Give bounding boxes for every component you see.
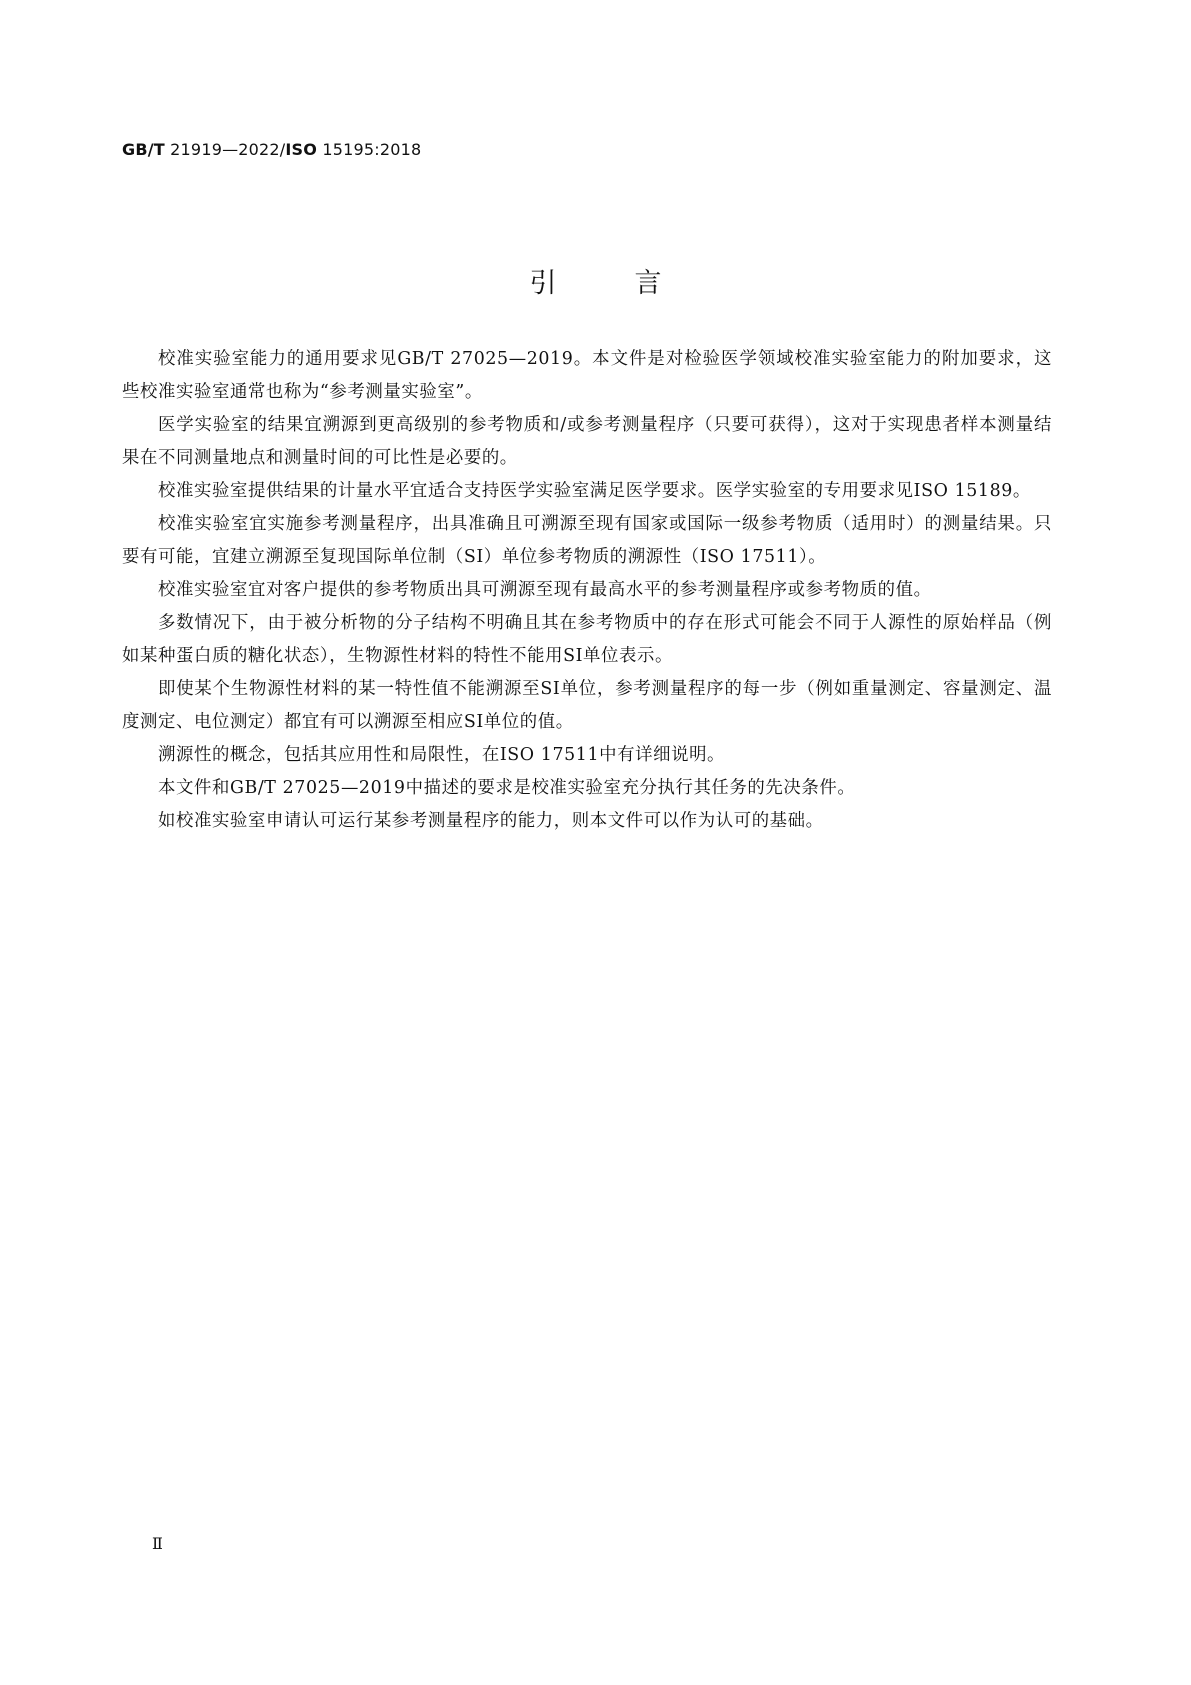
paragraph: 如校准实验室申请认可运行某参考测量程序的能力，则本文件可以作为认可的基础。	[158, 811, 824, 831]
standard-code-prefix: GB/T	[122, 140, 165, 159]
paragraph: 本文件和GB/T 27025—2019中描述的要求是校准实验室充分执行其任务的先决条件。	[158, 778, 856, 798]
paragraph: 溯源性的概念，包括其应用性和局限性，在ISO 17511中有详细说明。	[158, 745, 726, 765]
paragraph: 校准实验室宜对客户提供的参考物质出具可溯源至现有最高水平的参考测量程序或参考物质的值。	[158, 580, 932, 600]
paragraph: 医学实验室的结果宜溯源到更高级别的参考物质和/或参考测量程序（只要可获得），这对于实现患者样本测量结果在不同测量地点和测量时间的可比性是必要的。	[122, 415, 1052, 468]
paragraph: 校准实验室提供结果的计量水平宜适合支持医学实验室满足医学要求。医学实验室的专用要求见ISO 15189。	[158, 481, 1031, 501]
paragraph: 多数情况下，由于被分析物的分子结构不明确且其在参考物质中的存在形式可能会不同于人源性的原始样品（例如某种蛋白质的糖化状态），生物源性材料的特性不能用SI单位表示。	[122, 613, 1052, 666]
standard-code-number: 21919—2022/	[164, 140, 286, 159]
paragraph: 即使某个生物源性材料的某一特性值不能溯源至SI单位，参考测量程序的每一步（例如重量测定、容量测定、温度测定、电位测定）都宜有可以溯源至相应SI单位的值。	[122, 679, 1052, 732]
page-title: 引言	[529, 268, 740, 300]
paragraph: 校准实验室宜实施参考测量程序，出具准确且可溯源至现有国家或国际一级参考物质（适用时）的测量结果。只要有可能，宜建立溯源至复现国际单位制（SI）单位参考物质的溯源性（ISO 17511）。	[122, 514, 1052, 567]
paragraph: 校准实验室能力的通用要求见GB/T 27025—2019。本文件是对检验医学领域校准实验室能力的附加要求，这些校准实验室通常也称为“参考测量实验室”。	[122, 349, 1052, 402]
introduction-body	[122, 343, 1052, 838]
document-header	[122, 140, 421, 159]
iso-code-number: 15195:2018	[317, 140, 422, 159]
iso-code-prefix: ISO	[285, 140, 318, 159]
page-number: Ⅱ	[152, 1534, 163, 1553]
